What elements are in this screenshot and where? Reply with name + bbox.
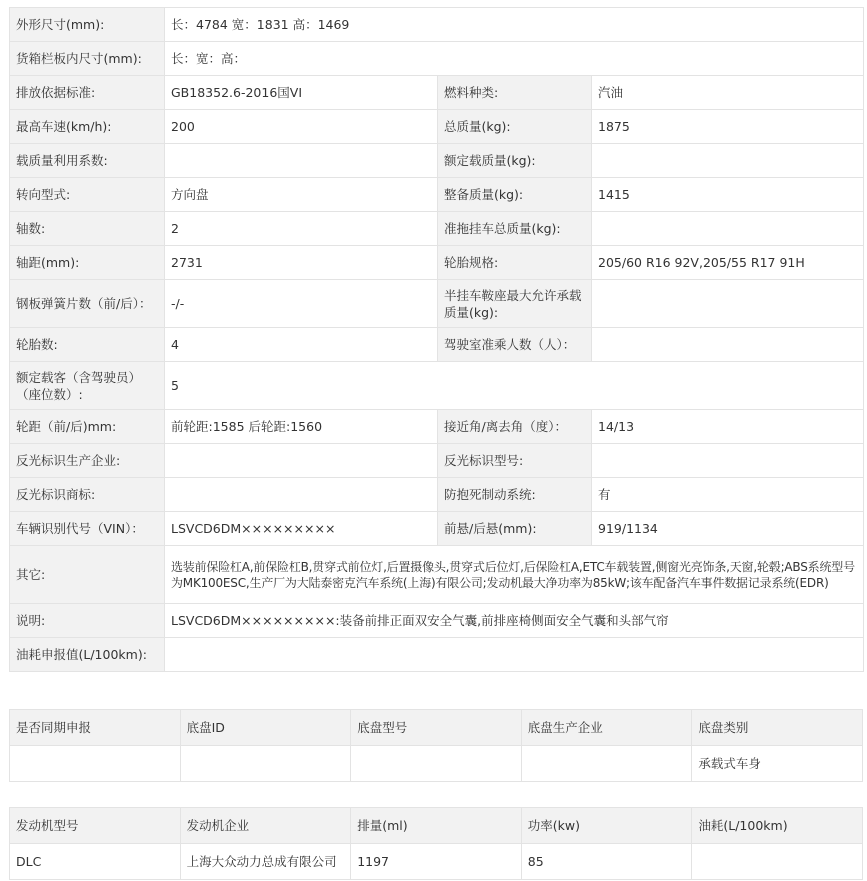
passengers-label: 额定载客（含驾驶员）（座位数）: <box>10 362 165 410</box>
engine-header-cell: 排量(ml) <box>351 808 522 844</box>
chassis-data-row <box>10 746 863 782</box>
angle-value: 14/13 <box>592 410 864 444</box>
passengers-value: 5 <box>165 362 864 410</box>
note-label: 说明: <box>10 604 165 638</box>
spec-row-tires <box>10 328 864 362</box>
angle-label: 接近角/离去角（度）： <box>438 410 592 444</box>
curb-mass-value: 1415 <box>592 178 864 212</box>
reflector-maker-label: 反光标识生产企业: <box>10 444 165 478</box>
fuel-value: 汽油 <box>592 76 864 110</box>
chassis-header-cell: 底盘ID <box>180 710 351 746</box>
vin-label: 车辆识别代号（VIN）： <box>10 512 165 546</box>
abs-label: 防抱死制动系统: <box>438 478 592 512</box>
chassis-cell <box>180 746 351 782</box>
load-util-value <box>165 144 438 178</box>
overhang-value: 919/1134 <box>592 512 864 546</box>
reflector-model-label: 反光标识型号: <box>438 444 592 478</box>
engine-header-cell: 发动机型号 <box>10 808 181 844</box>
chassis-cell: 承载式车身 <box>692 746 863 782</box>
tire-spec-value: 205/60 R16 92V,205/55 R17 91H <box>592 246 864 280</box>
leaf-spring-label: 钢板弹簧片数（前/后）： <box>10 280 165 328</box>
engine-cell: 上海大众动力总成有限公司 <box>180 844 351 880</box>
reflector-model-value <box>592 444 864 478</box>
note-value: LSVCD6DM×××××××××:装备前排正面双安全气囊,前排座椅侧面安全气囊和头部气帘 <box>165 604 864 638</box>
engine-header-row <box>10 808 863 844</box>
axles-value: 2 <box>165 212 438 246</box>
emission-value: GB18352.6-2016国VI <box>165 76 438 110</box>
spec-row-passengers <box>10 362 864 410</box>
trailer-mass-value <box>592 212 864 246</box>
chassis-cell <box>351 746 522 782</box>
wheelbase-label: 轴距(mm): <box>10 246 165 280</box>
spec-row-speed <box>10 110 864 144</box>
reflector-maker-value <box>165 444 438 478</box>
chassis-table <box>9 709 863 782</box>
engine-cell: DLC <box>10 844 181 880</box>
total-mass-label: 总质量(kg): <box>438 110 592 144</box>
engine-cell: 1197 <box>351 844 522 880</box>
spec-row-load <box>10 144 864 178</box>
axles-label: 轴数: <box>10 212 165 246</box>
dims-value: 长：4784 宽：1831 高：1469 <box>165 8 864 42</box>
chassis-cell <box>521 746 692 782</box>
spec-row-dimensions <box>10 8 864 42</box>
chassis-header-cell: 是否同期申报 <box>10 710 181 746</box>
vin-value: LSVCD6DM××××××××× <box>165 512 438 546</box>
engine-table <box>9 807 863 880</box>
leaf-spring-value: -/- <box>165 280 438 328</box>
spec-row-brand-abs <box>10 478 864 512</box>
track-value: 前轮距:1585 后轮距:1560 <box>165 410 438 444</box>
track-label: 轮距（前/后)mm: <box>10 410 165 444</box>
cargo-value: 长：宽：高： <box>165 42 864 76</box>
chassis-cell <box>10 746 181 782</box>
spec-row-axles <box>10 212 864 246</box>
load-util-label: 载质量利用系数: <box>10 144 165 178</box>
rated-load-value <box>592 144 864 178</box>
engine-cell: 85 <box>521 844 692 880</box>
steering-label: 转向型式: <box>10 178 165 212</box>
saddle-label: 半挂车鞍座最大允许承载质量(kg): <box>438 280 592 328</box>
spec-row-track <box>10 410 864 444</box>
wheelbase-value: 2731 <box>165 246 438 280</box>
engine-header-cell: 功率(kw) <box>521 808 692 844</box>
abs-value: 有 <box>592 478 864 512</box>
engine-header-cell: 油耗(L/100km) <box>692 808 863 844</box>
engine-cell <box>692 844 863 880</box>
tires-value: 4 <box>165 328 438 362</box>
spec-row-wheelbase <box>10 246 864 280</box>
saddle-value <box>592 280 864 328</box>
cargo-label: 货箱栏板内尺寸(mm): <box>10 42 165 76</box>
steering-value: 方向盘 <box>165 178 438 212</box>
spec-row-vin <box>10 512 864 546</box>
spec-row-note <box>10 604 864 638</box>
chassis-header-cell: 底盘类别 <box>692 710 863 746</box>
curb-mass-label: 整备质量(kg): <box>438 178 592 212</box>
engine-header-cell: 发动机企业 <box>180 808 351 844</box>
dims-label: 外形尺寸(mm): <box>10 8 165 42</box>
fuel-label: 燃料种类: <box>438 76 592 110</box>
spec-row-steering <box>10 178 864 212</box>
speed-label: 最高车速(km/h): <box>10 110 165 144</box>
spec-row-fuel-declared <box>10 638 864 672</box>
chassis-header-row <box>10 710 863 746</box>
tires-label: 轮胎数: <box>10 328 165 362</box>
spec-row-leaf-spring <box>10 280 864 328</box>
speed-value: 200 <box>165 110 438 144</box>
vehicle-spec-table <box>9 7 864 672</box>
spec-row-other <box>10 546 864 604</box>
chassis-header-cell: 底盘生产企业 <box>521 710 692 746</box>
rated-load-label: 额定载质量(kg): <box>438 144 592 178</box>
spec-row-cargo <box>10 42 864 76</box>
cab-seats-value <box>592 328 864 362</box>
spec-row-reflector <box>10 444 864 478</box>
fuel-declared-value <box>165 638 864 672</box>
spec-row-emission <box>10 76 864 110</box>
other-label: 其它: <box>10 546 165 604</box>
tire-spec-label: 轮胎规格: <box>438 246 592 280</box>
reflector-brand-label: 反光标识商标: <box>10 478 165 512</box>
other-value: 选装前保险杠A,前保险杠B,贯穿式前位灯,后置摄像头,贯穿式后位灯,后保险杠A,ETC车载装置,侧窗光亮饰条,天窗,轮毂;ABS系统型号为MK100ESC,生产厂为大陆泰密克汽车系统(上海)有限公司;发动机最大净功率为85kW;该车配备汽车事件数据记录系统(EDR) <box>165 546 864 604</box>
total-mass-value: 1875 <box>592 110 864 144</box>
engine-data-row <box>10 844 863 880</box>
emission-label: 排放依据标准: <box>10 76 165 110</box>
fuel-declared-label: 油耗申报值(L/100km): <box>10 638 165 672</box>
overhang-label: 前悬/后悬(mm): <box>438 512 592 546</box>
trailer-mass-label: 准拖挂车总质量(kg): <box>438 212 592 246</box>
chassis-header-cell: 底盘型号 <box>351 710 522 746</box>
reflector-brand-value <box>165 478 438 512</box>
cab-seats-label: 驾驶室准乘人数（人）： <box>438 328 592 362</box>
